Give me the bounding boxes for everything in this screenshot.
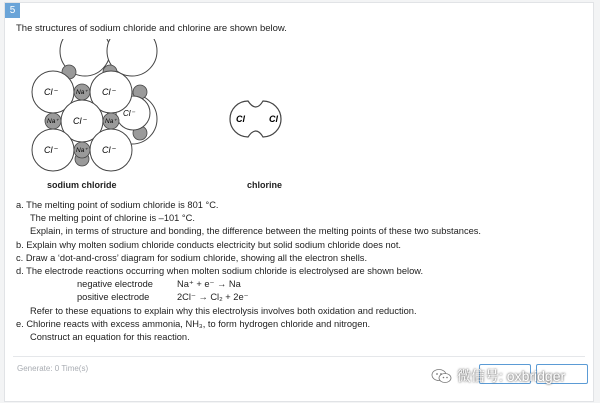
na-ion-label: Na⁺ bbox=[76, 89, 88, 96]
cl-ion-label: Cl⁻ bbox=[44, 87, 58, 97]
part-b: b. Explain why molten sodium chloride conducts electricity but solid sodium chloride does not. bbox=[16, 239, 401, 250]
positive-electrode-equation: 2Cl⁻ → Cl₂ + 2e⁻ bbox=[177, 292, 249, 303]
negative-electrode-equation: Na⁺ + e⁻ → Na bbox=[177, 279, 241, 290]
positive-electrode-label: positive electrode bbox=[77, 292, 150, 303]
question-parts bbox=[16, 199, 481, 344]
negative-electrode-row bbox=[16, 278, 481, 291]
part-c: c. Draw a ‘dot-and-cross’ diagram for sodium chloride, showing all the electron shells. bbox=[16, 252, 368, 263]
cl-ion-label: Cl⁻ bbox=[102, 145, 116, 155]
cl-ion-side-label: Cl⁻ bbox=[123, 109, 135, 118]
generate-count: Generate: 0 Time(s) bbox=[17, 364, 89, 373]
negative-electrode-label: negative electrode bbox=[77, 279, 153, 290]
structures-figure bbox=[27, 39, 327, 189]
cl-ion-label: Cl⁻ bbox=[44, 145, 58, 155]
part-e-line2: Construct an equation for this reaction. bbox=[30, 332, 190, 343]
positive-electrode-row bbox=[16, 291, 481, 304]
cl-atom-label: Cl bbox=[236, 114, 245, 124]
cl-ion-label: Cl⁻ bbox=[102, 87, 116, 97]
part-d-line2: Refer to these equations to explain why this electrolysis involves both oxidation and reduction. bbox=[30, 305, 417, 316]
watermark-text: 微信号: oxbridger bbox=[457, 368, 566, 384]
footer-divider bbox=[13, 356, 585, 357]
watermark bbox=[431, 366, 565, 386]
part-e-line1: e. Chlorine reacts with excess ammonia, NH₃, to form hydrogen chloride and nitrogen. bbox=[16, 318, 371, 329]
nacl-caption: sodium chloride bbox=[47, 180, 117, 190]
question-card bbox=[4, 2, 594, 402]
question-prompt: The structures of sodium chloride and chlorine are shown below. bbox=[16, 23, 287, 34]
cl-ion-label: Cl⁻ bbox=[73, 116, 87, 126]
question-number-badge: 5 bbox=[5, 3, 20, 18]
na-ion-label: Na⁺ bbox=[47, 118, 59, 125]
part-a-line2: The melting point of chlorine is –101 °C. bbox=[30, 213, 195, 224]
na-ion-label: Na⁺ bbox=[105, 118, 117, 125]
cl-atom-label: Cl bbox=[269, 114, 278, 124]
part-a-line1: a. The melting point of sodium chloride is 801 °C. bbox=[16, 200, 219, 210]
part-a-line3: Explain, in terms of structure and bonding, the difference between the melting points of these two substances. bbox=[30, 226, 481, 237]
chlorine-caption: chlorine bbox=[247, 180, 283, 190]
part-d-line1: d. The electrode reactions occurring when molten sodium chloride is electrolysed are shown below. bbox=[16, 266, 424, 277]
na-ion-label: Na⁺ bbox=[76, 147, 88, 154]
wechat-icon bbox=[431, 368, 453, 384]
